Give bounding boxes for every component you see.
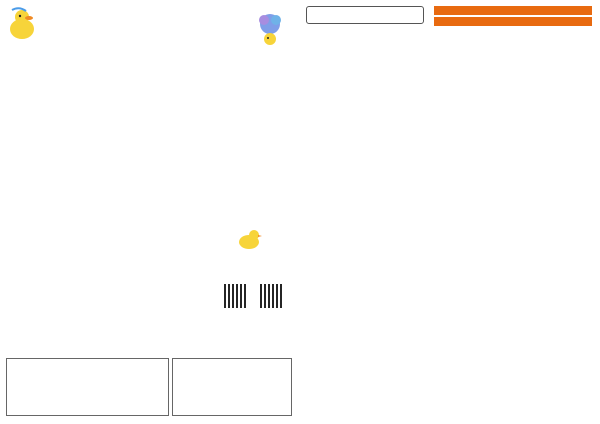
hydrangea-icon: [250, 8, 290, 48]
instagram-qr-icon[interactable]: [224, 284, 248, 308]
hp-qr-icon[interactable]: [260, 284, 284, 308]
events-title: [306, 6, 424, 24]
fureai-box: [172, 358, 292, 416]
reservation-notice: [434, 17, 592, 26]
qr-area: [222, 284, 292, 328]
duck-logo-icon: [7, 7, 37, 43]
calendar-panel: [4, 4, 295, 420]
chick-icon: [234, 228, 264, 253]
events-panel: [302, 4, 596, 420]
contact-box: [6, 358, 169, 416]
fee-notice: [434, 6, 592, 15]
